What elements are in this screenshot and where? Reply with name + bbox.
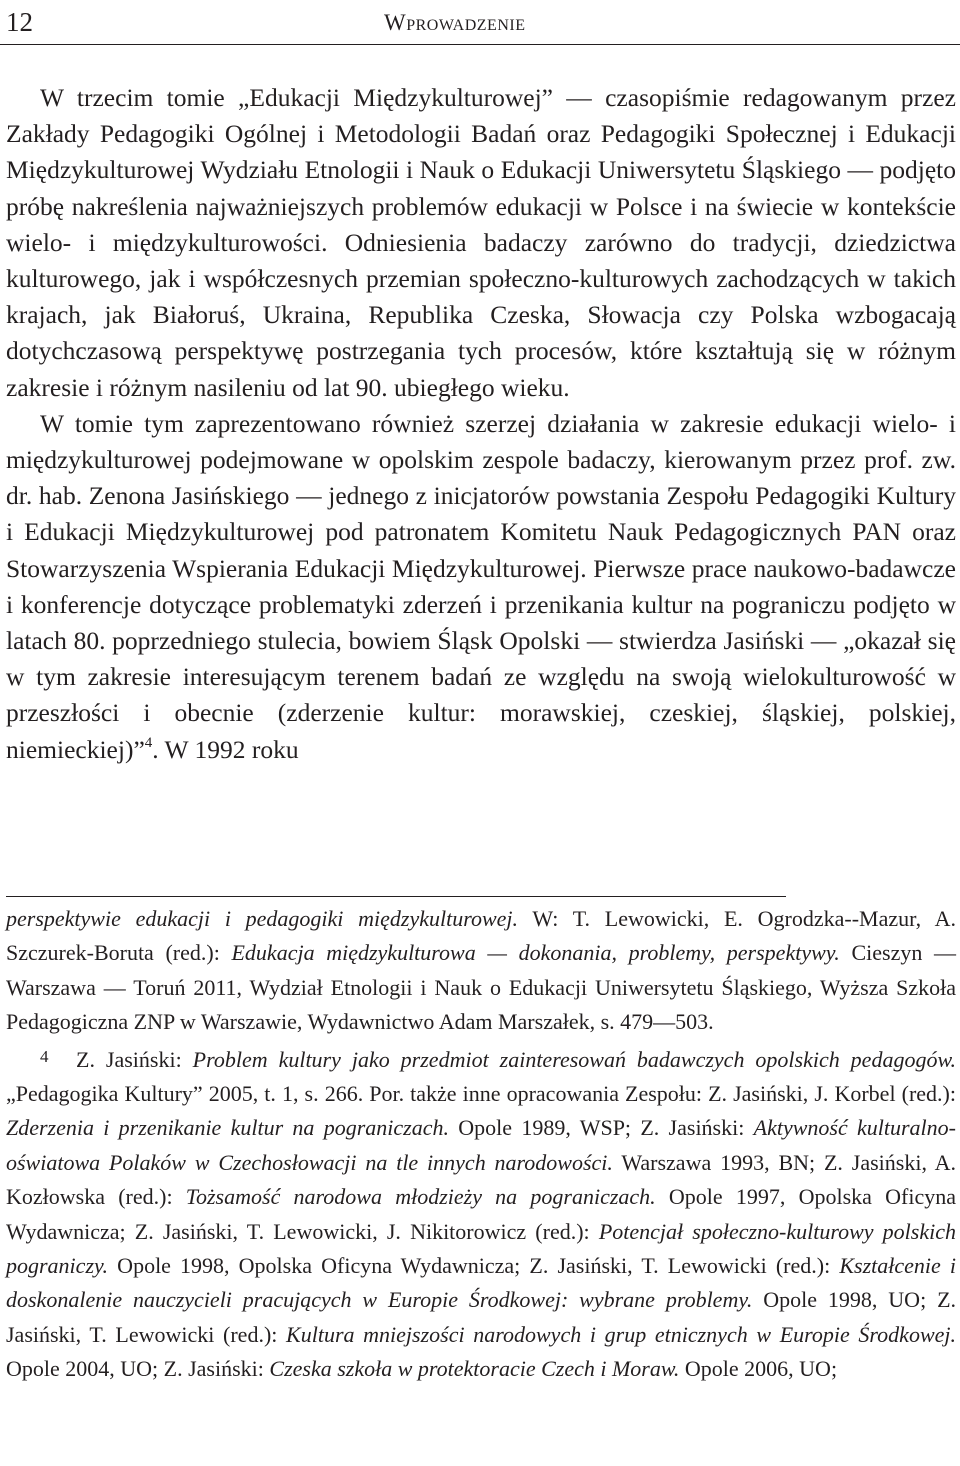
fn4-seg-17: Opole 2006, UO; [679,1356,838,1382]
fn-prev-seg-4: Cieszyn — Warszawa — Toruń 2011, Wydział Etnologii i Nauk o Edukacji Uniwersytetu Śląskiego, Wyższa Szkoła Pedagogiczna ZNP w Warszawie, Wydawnictwo Adam Marszałek, s. 479—503. [6,940,956,1035]
fn4-seg-4: Zderzenia i przenikanie kultur na pograniczach. [6,1115,449,1141]
fn4-seg-3: „Pedagogika Kultury” 2005, t. 1, s. 266. Por. także inne opracowania Zespołu: Z. Jasiński, J. Korbel (red.): [6,1081,956,1107]
running-head: Wprowadzenie [384,10,526,35]
page-number: 12 [6,7,33,37]
footnotes [6,902,956,1387]
paragraph-2 [6,406,956,768]
fn4-seg-16: Czeska szkoła w protektoracie Czech i Moraw. [269,1356,680,1382]
fn4-seg-9: Opole 1997, Opolska Oficyna Wydawnicza; Z. Jasiński, T. Lewowicki, J. Nikitorowicz (red.): [6,1184,956,1244]
fn4-seg-10: Potencjał społeczno-kulturowy polskich pograniczy. [6,1218,956,1279]
fn4-seg-5: Opole 1989, WSP; Z. Jasiński: [448,1115,754,1141]
footnote-reference[interactable]: 4 [144,734,153,751]
fn4-seg-7: Warszawa 1993, BN; Z. Jasiński, A. Kozłowska (red.): [6,1149,956,1210]
fn-prev-seg-2: W: T. Lewowicki, E. Ogrodzka--Mazur, A. Szczurek-Boruta (red.): [6,906,956,966]
fn4-seg-14: Kultura mniejszości narodowych i grup etnicznych w Europie Środkowej. [286,1321,956,1347]
footnote-separator [6,896,786,897]
fn4-seg-8: Tożsamość narodowa młodzieży na pograniczach. [185,1184,656,1210]
footnote-4 [6,1040,956,1387]
footnote-number: 4 [40,1046,49,1066]
footnote-continued [6,902,956,1040]
fn4-seg-6: Aktywność kulturalno-oświatowa Polaków w Czechosłowacji na tle innych narodowości. [6,1115,956,1175]
main-text [6,80,956,768]
paragraph-2-text: W tomie tym zaprezentowano również szerzej działania w zakresie edukacji wielo- i międzykulturowej podejmowane w opolskim zespole badaczy, kierowanym przez prof. zw. dr. hab. Zenona Jasińskiego — jednego z inicjatorów powstania Zespołu Pedagogiki Kultury i Edukacji Międzykulturowej pod patronatem Komitetu Nauk Pedagogicznych PAN oraz Stowarzyszenia Wspierania Edukacji Międzykulturowej. Pierwsze prace naukowo-badawcze i konferencje dotyczące problematyki zderzeń i przenikania kultur na pograniczu podjęto w latach 80. poprzedniego stulecia, bowiem Śląsk Opolski — stwierdza Jasiński — „okazał się w tym zakresie interesującym terenem badań ze względu na swoją wielokulturowość w przeszłości i obecnie (zderzenie kultur: morawskiej, czeskiej, śląskiej, polskiej, niemieckiej)” [6,408,956,764]
fn4-seg-15: Opole 2004, UO; Z. Jasiński: [6,1356,270,1382]
fn4-seg-11: Opole 1998, Opolska Oficyna Wydawnicza; Z. Jasiński, T. Lewowicki (red.): [108,1253,840,1279]
page-header [0,0,960,45]
fn-prev-seg-3: Edukacja międzykulturowa — dokonania, problemy, perspektywy. [231,940,840,966]
fn4-seg-13: Opole 1998, UO; Z. Jasiński, T. Lewowicki (red.): [6,1287,957,1347]
fn-prev-seg-1: perspektywie edukacji i pedagogiki międzykulturowej. [6,906,519,931]
paragraph-2-tail: . W 1992 roku [152,734,299,764]
fn4-seg-12: Kształcenie i doskonalenie nauczycieli pracujących w Europie Środkowej: wybrane problemy. [6,1253,956,1313]
paragraph-1: W trzecim tomie „Edukacji Międzykulturowej” — czasopiśmie redagowanym przez Zakłady Pedagogiki Ogólnej i Metodologii Badań oraz Pedagogiki Społecznej i Edukacji Międzykulturowej Wydziału Etnologii i Nauk o Edukacji Uniwersytetu Śląskiego — podjęto próbę nakreślenia najważniejszych problemów edukacji w Polsce i na świecie w kontekście wielo- i międzykulturowości. Odniesienia badaczy zarówno do tradycji, dziedzictwa kulturowego, jak i współczesnych przemian społeczno-kulturowych zachodzących w takich krajach, jak Białoruś, Ukraina, Republika Czeska, Słowacja czy Polska wzbogacają dotychczasową perspektywę postrzegania tych procesów, które kształtują się w różnym zakresie i różnym nasileniu od lat 90. ubiegłego wieku. [6,83,956,402]
fn4-seg-1: Z. Jasiński: [76,1046,193,1072]
fn4-seg-2: Problem kultury jako przedmiot zainteresowań badawczych opolskich pedagogów. [192,1046,956,1072]
